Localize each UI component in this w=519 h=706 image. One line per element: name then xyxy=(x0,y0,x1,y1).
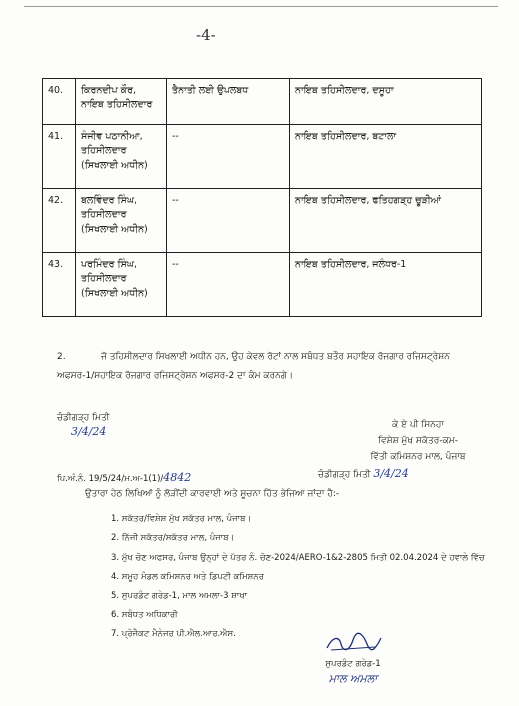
place-date-label: ਚੰਡੀਗੜ੍ਹ ਮਿਤੀ xyxy=(318,470,371,480)
list-item: 1. ਸਕੱਤਰ/ਵਿਸ਼ੇਸ਼ ਮੁੱਖ ਸਕੱਤਰ ਮਾਲ, ਪੰਜਾਬ। xyxy=(111,514,252,524)
copy-forwarded-line: ਉਤਾਰਾ ਹੇਠ ਲਿਖਿਆਂ ਨੂੰ ਲੋੜੀਂਦੀ ਕਾਰਵਾਈ ਅਤੇ ਸੂਚਨਾ ਹਿੱਤ ਭੇਜਿਆ ਜਾਂਦਾ ਹੈ:- xyxy=(85,489,340,499)
list-item: 7. ਪ੍ਰੋਜੈਕਟ ਮੈਨੇਜਰ ਪੀ.ਐਲ.ਆਰ.ਐਸ. xyxy=(111,629,236,640)
officer-table xyxy=(42,78,482,317)
page-number: -4- xyxy=(196,26,216,44)
signatory-title: ਵਿਸ਼ੇਸ਼ ਮੁੱਖ ਸਕੱਤਰ-ਕਮ- xyxy=(378,435,458,446)
handwritten-date: 3/4/24 xyxy=(71,425,107,438)
officer-name: ਕਿਰਨਦੀਪ ਕੌਰ, ਨਾਇਬ ਤਹਿਸੀਲਦਾਰ xyxy=(76,79,167,125)
place-date-label: ਚੰਡੀਗੜ੍ਹ ਮਿਤੀ xyxy=(57,413,110,423)
row-number: 40. xyxy=(43,79,76,125)
recipient-list xyxy=(111,510,496,644)
officer-status: ਤੈਨਾਤੀ ਲਈ ਉਪਲਬਧ xyxy=(167,79,290,125)
table-row xyxy=(43,125,482,189)
posting: ਨਾਇਬ ਤਹਿਸੀਲਦਾਰ, ਜਲੰਧਰ-1 xyxy=(290,253,482,317)
paragraph-number: 2. xyxy=(57,352,66,362)
paragraph-text: ਜੋ ਤਹਿਸੀਲਦਾਰ ਸਿਖਲਾਈ ਅਧੀਨ ਹਨ, ਉਹ ਕੇਵਲ ਰੋਟਾਂ ਨਾਲ ਸਬੰਧਤ ਬਤੌਰ ਸਹਾਇਕ ਰੋਜਗਾਰ ਰਜਿਸਟ੍ਰੇਸ਼ਨ ਅਫਸਰ-1/ਸਹਾਇਕ ਰੋਜਗਾਰ ਰਜਿਸਟ੍ਰੇਸ਼ਨ ਅਫਸਰ-2 ਦਾ ਕੰਮ ਕਰਨਗੇ। xyxy=(57,352,450,381)
list-item: 3. ਮੁੱਖ ਚੋਣ ਅਫਸਰ, ਪੰਜਾਬ ਉਨ੍ਹਾਂ ਦੇ ਪੱਤਰ ਨੰ. ਚੋਣ-2024/AERO-1&2-2805 ਮਿਤੀ 02.04.2024 ਦੇ ਹਵਾਲੇ ਵਿੱਚ xyxy=(111,553,485,564)
reference-number xyxy=(57,471,191,484)
officer-status: -- xyxy=(167,189,290,253)
handwritten-note: ਮਾਲ ਅਮਲਾ xyxy=(328,671,378,685)
signatory-name: ਕੇ ਏ ਪੀ ਸਿਨਹਾ xyxy=(392,420,444,430)
posting: ਨਾਇਬ ਤਹਿਸੀਲਦਾਰ, ਬਟਾਲਾ xyxy=(290,125,482,189)
list-item: 4. ਸਮੂਹ ਮੰਡਲ ਕਮਿਸ਼ਨਰ ਅਤੇ ਡਿਪਟੀ ਕਮਿਸ਼ਨਰ xyxy=(111,571,264,582)
row-number: 43. xyxy=(43,253,76,317)
handwritten-ref-number: 4842 xyxy=(163,471,192,484)
signatory-block xyxy=(338,418,498,465)
row-number: 41. xyxy=(43,125,76,189)
signature-scrawl-icon xyxy=(308,632,398,659)
list-item: 5. ਸੁਪਰਡੰਟ ਗਰੇਡ-1, ਮਾਲ ਅਮਲਾ-3 ਸ਼ਾਖਾ xyxy=(111,590,248,601)
signatory-title-2: ਵਿੱਤੀ ਕਮਿਸ਼ਨਰ ਮਾਲ, ਪੰਜਾਬ xyxy=(370,451,466,462)
signature-icon xyxy=(323,632,383,654)
list-item: 6. ਸਬੰਧਤ ਅਧਿਕਾਰੀ xyxy=(111,610,178,621)
superintendent-signature xyxy=(308,632,398,686)
officer-name: ਸੰਜੀਵ ਪਠਾਨੀਆ, ਤਹਿਸੀਲਦਾਰ (ਸਿਖਲਾਈ ਅਧੀਨ) xyxy=(76,125,167,189)
top-edge-line xyxy=(24,6,498,7)
date-right-block xyxy=(318,467,409,480)
signature-left-block xyxy=(57,413,109,438)
officer-name: ਪਰਮਿੰਦਰ ਸਿੰਘ, ਤਹਿਸੀਲਦਾਰ (ਸਿਖਲਾਈ ਅਧੀਨ) xyxy=(76,253,167,317)
reference-text: ਪਿ.ਅੰ.ਨੰ. 19/5/24/ਮ.ਅ-1(1)/ xyxy=(57,474,164,484)
officer-status: -- xyxy=(167,125,290,189)
row-number: 42. xyxy=(43,189,76,253)
table-row xyxy=(43,253,482,317)
table-row xyxy=(43,79,482,125)
table-row xyxy=(43,189,482,253)
officer-status: -- xyxy=(167,253,290,317)
list-item: 2. ਨਿੱਜੀ ਸਕੱਤਰ/ਸਕੱਤਰ ਮਾਲ, ਪੰਜਾਬ। xyxy=(111,533,235,544)
paragraph-2 xyxy=(57,348,477,386)
posting: ਨਾਇਬ ਤਹਿਸੀਲਦਾਰ, ਦਸੂਹਾ xyxy=(290,79,482,125)
handwritten-date: 3/4/24 xyxy=(373,467,409,480)
posting: ਨਾਇਬ ਤਹਿਸੀਲਦਾਰ, ਫਤਿਹਗੜ੍ਹ ਚੂੜੀਆਂ xyxy=(290,189,482,253)
officer-name: ਬਲਵਿੰਦਰ ਸਿੰਘ, ਤਹਿਸੀਲਦਾਰ (ਸਿਖਲਾਈ ਅਧੀਨ) xyxy=(76,189,167,253)
superintendent-title: ਸੁਪਰਡੰਟ ਗਰੇਡ-1 xyxy=(325,658,381,669)
